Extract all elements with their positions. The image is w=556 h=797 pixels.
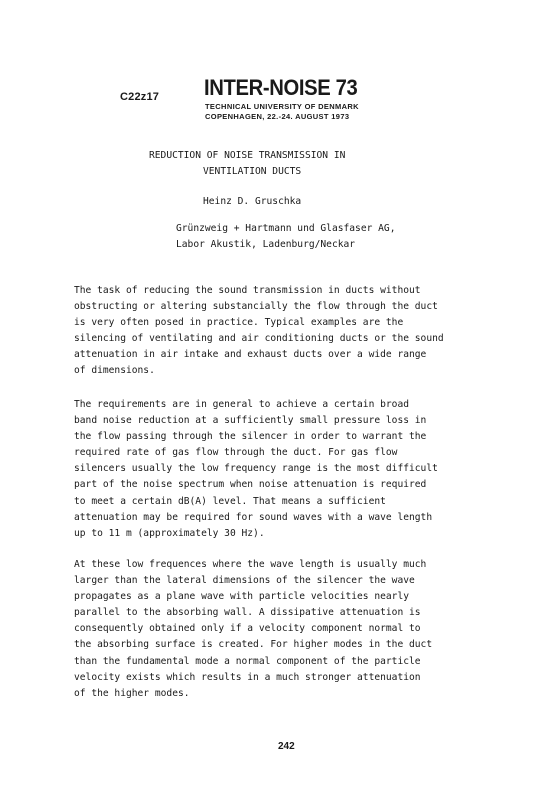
paragraph-line: band noise reduction at a sufficiently small pressure loss in	[74, 415, 427, 427]
paragraph-line: of the higher modes.	[74, 687, 190, 699]
conference-location-date: COPENHAGEN, 22.-24. AUGUST 1973	[205, 112, 350, 121]
paragraph-line: The requirements are in general to achieve a certain broad	[74, 399, 410, 410]
paper-code: C22z17	[120, 91, 160, 103]
paragraph-line: silencing of ventilating and air conditioning ducts or the sound	[74, 333, 444, 345]
conference-university: TECHNICAL UNIVERSITY OF DENMARK	[205, 102, 359, 111]
page-number: 242	[278, 741, 295, 752]
paragraph-line: part of the noise spectrum when noise attenuation is required	[74, 479, 427, 491]
paper-author: Heinz D. Gruschka	[203, 196, 302, 207]
paragraph-line: required rate of gas flow through the duct. For gas flow	[74, 447, 398, 459]
conference-title: INTER-NOISE 73	[204, 75, 358, 100]
paragraph-line: the flow passing through the silencer in order to warrant the	[74, 431, 427, 443]
paragraph-line: is very often posed in practice. Typical examples are the	[74, 317, 404, 329]
paragraph-line: obstructing or altering substancially the flow through the duct	[74, 301, 438, 313]
paragraph-line: The task of reducing the sound transmission in ducts without	[74, 285, 421, 296]
paper-affiliation-line-1: Grünzweig + Hartmann und Glasfaser AG,	[176, 223, 396, 234]
paragraph-line: velocity exists which results in a much stronger attenuation	[74, 671, 421, 683]
paper-affiliation-line-2: Labor Akustik, Ladenburg/Neckar	[176, 239, 356, 250]
paragraph-line: the absorbing surface is created. For higher modes in the duct	[74, 639, 433, 651]
paragraph-line: to meet a certain dB(A) level. That means a sufficient	[74, 495, 386, 507]
paragraph-line: of dimensions.	[74, 365, 155, 377]
paragraph-line: At these low frequences where the wave length is usually much	[74, 559, 427, 570]
paragraph-line: parallel to the absorbing wall. A dissipative attenuation is	[74, 607, 421, 619]
body-paragraph-2	[74, 397, 494, 542]
body-paragraph-1	[74, 283, 494, 380]
body-paragraph-3	[74, 557, 494, 702]
paragraph-line: up to 11 m (approximately 30 Hz).	[74, 527, 265, 539]
paragraph-line: propagates as a plane wave with particle velocities nearly	[74, 591, 410, 603]
paragraph-line: than the fundamental mode a normal component of the particle	[74, 655, 421, 667]
paper-title-line-1: REDUCTION OF NOISE TRANSMISSION IN	[149, 150, 346, 161]
paragraph-line: larger than the lateral dimensions of the silencer the wave	[74, 575, 415, 587]
paragraph-line: attenuation may be required for sound waves with a wave length	[74, 511, 433, 523]
paragraph-line: attenuation in air intake and exhaust ducts over a wide range	[74, 349, 427, 361]
paper-title-line-2: VENTILATION DUCTS	[203, 166, 302, 177]
paragraph-line: consequently obtained only if a velocity component normal to	[74, 623, 421, 635]
paragraph-line: silencers usually the low frequency range is the most difficult	[74, 463, 438, 475]
